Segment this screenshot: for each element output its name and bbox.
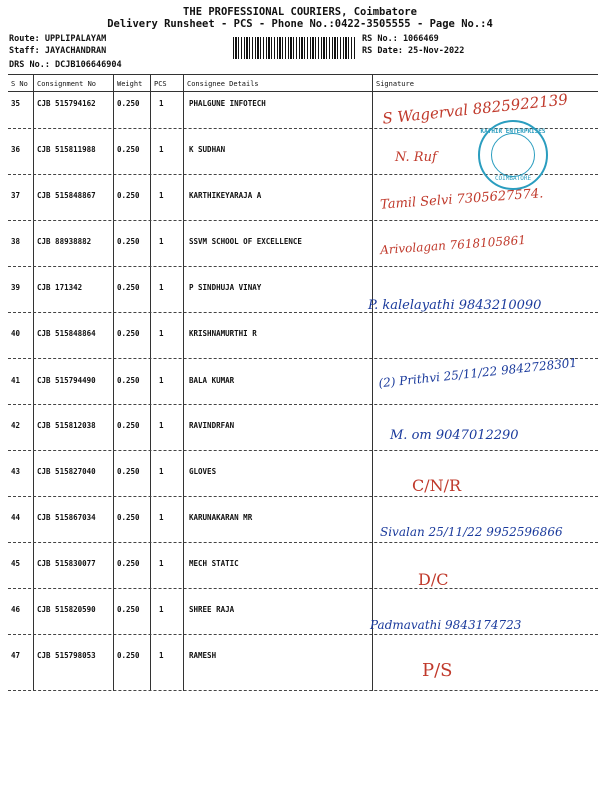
rs-date-label: RS Date: 25-Nov-2022 xyxy=(362,46,465,56)
row-divider xyxy=(8,542,598,543)
signature-42: M. om 9047012290 xyxy=(390,428,519,443)
cell-sno: 39 xyxy=(11,283,21,292)
cell-pcs: 1 xyxy=(159,99,164,108)
signature-46: Padmavathi 9843174723 xyxy=(370,618,522,632)
cell-consignee: P SINDHUJA VINAY xyxy=(189,283,262,292)
cell-pcs: 1 xyxy=(159,651,164,660)
cell-consignment: CJB 515820590 xyxy=(37,605,96,614)
cell-consignment: CJB 515830077 xyxy=(37,559,96,568)
cell-consignee: SHREE RAJA xyxy=(189,605,235,614)
stamp-line2: COIMBATORE xyxy=(494,175,532,182)
cell-pcs: 1 xyxy=(159,421,164,430)
cell-pcs: 1 xyxy=(159,329,164,338)
cell-pcs: 1 xyxy=(159,559,164,568)
cell-consignment: CJB 171342 xyxy=(37,283,83,292)
cell-weight: 0.250 xyxy=(117,651,140,660)
col-header-weight: Weight xyxy=(117,80,143,88)
cell-consignment: CJB 515794490 xyxy=(37,376,96,385)
row-divider xyxy=(8,220,598,221)
cell-consignee: GLOVES xyxy=(189,467,217,476)
document-title xyxy=(0,6,600,30)
row-divider xyxy=(8,690,598,691)
signature-44: Sivalan 25/11/22 9952596866 xyxy=(380,525,563,539)
signature-43: C/N/R xyxy=(412,476,462,495)
col-divider xyxy=(183,74,184,691)
cell-sno: 46 xyxy=(11,605,21,614)
cell-consignee: KARUNAKARAN MR xyxy=(189,513,253,522)
col-header-signature: Signature xyxy=(376,80,414,88)
rs-no-label: RS No.: 1066469 xyxy=(362,34,439,44)
cell-weight: 0.250 xyxy=(117,329,140,338)
cell-pcs: 1 xyxy=(159,605,164,614)
col-header-sno: S No xyxy=(11,80,28,88)
cell-sno: 38 xyxy=(11,237,21,246)
cell-pcs: 1 xyxy=(159,191,164,200)
row-divider xyxy=(8,404,598,405)
cell-weight: 0.250 xyxy=(117,283,140,292)
cell-sno: 35 xyxy=(11,99,21,108)
cell-sno: 40 xyxy=(11,329,21,338)
cell-weight: 0.250 xyxy=(117,237,140,246)
cell-sno: 37 xyxy=(11,191,21,200)
sheet-line: Delivery Runsheet - PCS - Phone No.:0422-3505555 - Page No.:4 xyxy=(107,18,493,30)
route-label: Route: UPPLIPALAYAM xyxy=(9,34,107,44)
signature-36: N. Ruf xyxy=(395,150,437,165)
cell-consignee: BALA KUMAR xyxy=(189,376,235,385)
row-divider xyxy=(8,358,598,359)
stamp-inner-ring xyxy=(491,133,535,177)
row-divider xyxy=(8,266,598,267)
cell-weight: 0.250 xyxy=(117,513,140,522)
cell-weight: 0.250 xyxy=(117,559,140,568)
drs-label: DRS No.: DCJB106646904 xyxy=(9,60,122,70)
cell-consignment: CJB 515867034 xyxy=(37,513,96,522)
cell-consignment: CJB 515798053 xyxy=(37,651,96,660)
cell-pcs: 1 xyxy=(159,237,164,246)
cell-weight: 0.250 xyxy=(117,145,140,154)
cell-consignee: K SUDHAN xyxy=(189,145,226,154)
cell-weight: 0.250 xyxy=(117,605,140,614)
cell-weight: 0.250 xyxy=(117,421,140,430)
cell-sno: 36 xyxy=(11,145,21,154)
row-divider xyxy=(8,588,598,589)
col-header-consignee: Consignee Details xyxy=(187,80,259,88)
cell-sno: 43 xyxy=(11,467,21,476)
company-stamp xyxy=(478,120,548,190)
cell-pcs: 1 xyxy=(159,145,164,154)
cell-consignee: KRISHNAMURTHI R xyxy=(189,329,257,338)
signature-41: (2) Prithvi 25/11/22 9842728301 xyxy=(377,355,578,391)
cell-consignee: KARTHIKEYARAJA A xyxy=(189,191,262,200)
cell-sno: 45 xyxy=(11,559,21,568)
cell-consignee: RAMESH xyxy=(189,651,217,660)
barcode xyxy=(233,37,355,59)
signature-38: Arivolagan 7618105861 xyxy=(379,232,527,258)
cell-consignee: SSVM SCHOOL OF EXCELLENCE xyxy=(189,237,302,246)
cell-weight: 0.250 xyxy=(117,99,140,108)
cell-consignee: RAVINDRFAN xyxy=(189,421,235,430)
cell-consignee: PHALGUNE INFOTECH xyxy=(189,99,266,108)
signature-39: P. kalelayathi 9843210090 xyxy=(368,298,542,313)
cell-pcs: 1 xyxy=(159,513,164,522)
cell-consignment: CJB 515812038 xyxy=(37,421,96,430)
cell-sno: 41 xyxy=(11,376,21,385)
col-header-pcs: PCS xyxy=(154,80,167,88)
row-divider xyxy=(8,450,598,451)
cell-weight: 0.250 xyxy=(117,376,140,385)
cell-consignment: CJB 515811988 xyxy=(37,145,96,154)
cell-pcs: 1 xyxy=(159,376,164,385)
signature-37: Tamil Selvi 7305627574. xyxy=(379,186,544,213)
stamp-line1: KATHIR ENTERPRISES xyxy=(480,128,546,135)
row-divider xyxy=(8,496,598,497)
signature-47: P/S xyxy=(422,660,453,681)
col-divider xyxy=(372,74,373,691)
signature-45: D/C xyxy=(418,570,449,589)
row-divider xyxy=(8,634,598,635)
signature-35: S Wagerval 8825922139 xyxy=(381,90,569,128)
col-divider xyxy=(150,74,151,691)
staff-label: Staff: JAYACHANDRAN xyxy=(9,46,107,56)
company-line: THE PROFESSIONAL COURIERS, Coimbatore xyxy=(183,6,417,18)
cell-consignment: CJB 515827040 xyxy=(37,467,96,476)
cell-pcs: 1 xyxy=(159,283,164,292)
table-top-border xyxy=(8,74,598,75)
cell-consignment: CJB 88938882 xyxy=(37,237,92,246)
cell-consignment: CJB 515848864 xyxy=(37,329,96,338)
cell-sno: 47 xyxy=(11,651,21,660)
table-header-border xyxy=(8,91,598,92)
cell-weight: 0.250 xyxy=(117,467,140,476)
cell-consignment: CJB 515794162 xyxy=(37,99,96,108)
col-header-consignment: Consignment No xyxy=(37,80,97,88)
cell-weight: 0.250 xyxy=(117,191,140,200)
cell-sno: 42 xyxy=(11,421,21,430)
cell-consignee: MECH STATIC xyxy=(189,559,239,568)
cell-sno: 44 xyxy=(11,513,21,522)
col-divider xyxy=(113,74,114,691)
col-divider xyxy=(33,74,34,691)
cell-consignment: CJB 515848867 xyxy=(37,191,96,200)
cell-pcs: 1 xyxy=(159,467,164,476)
